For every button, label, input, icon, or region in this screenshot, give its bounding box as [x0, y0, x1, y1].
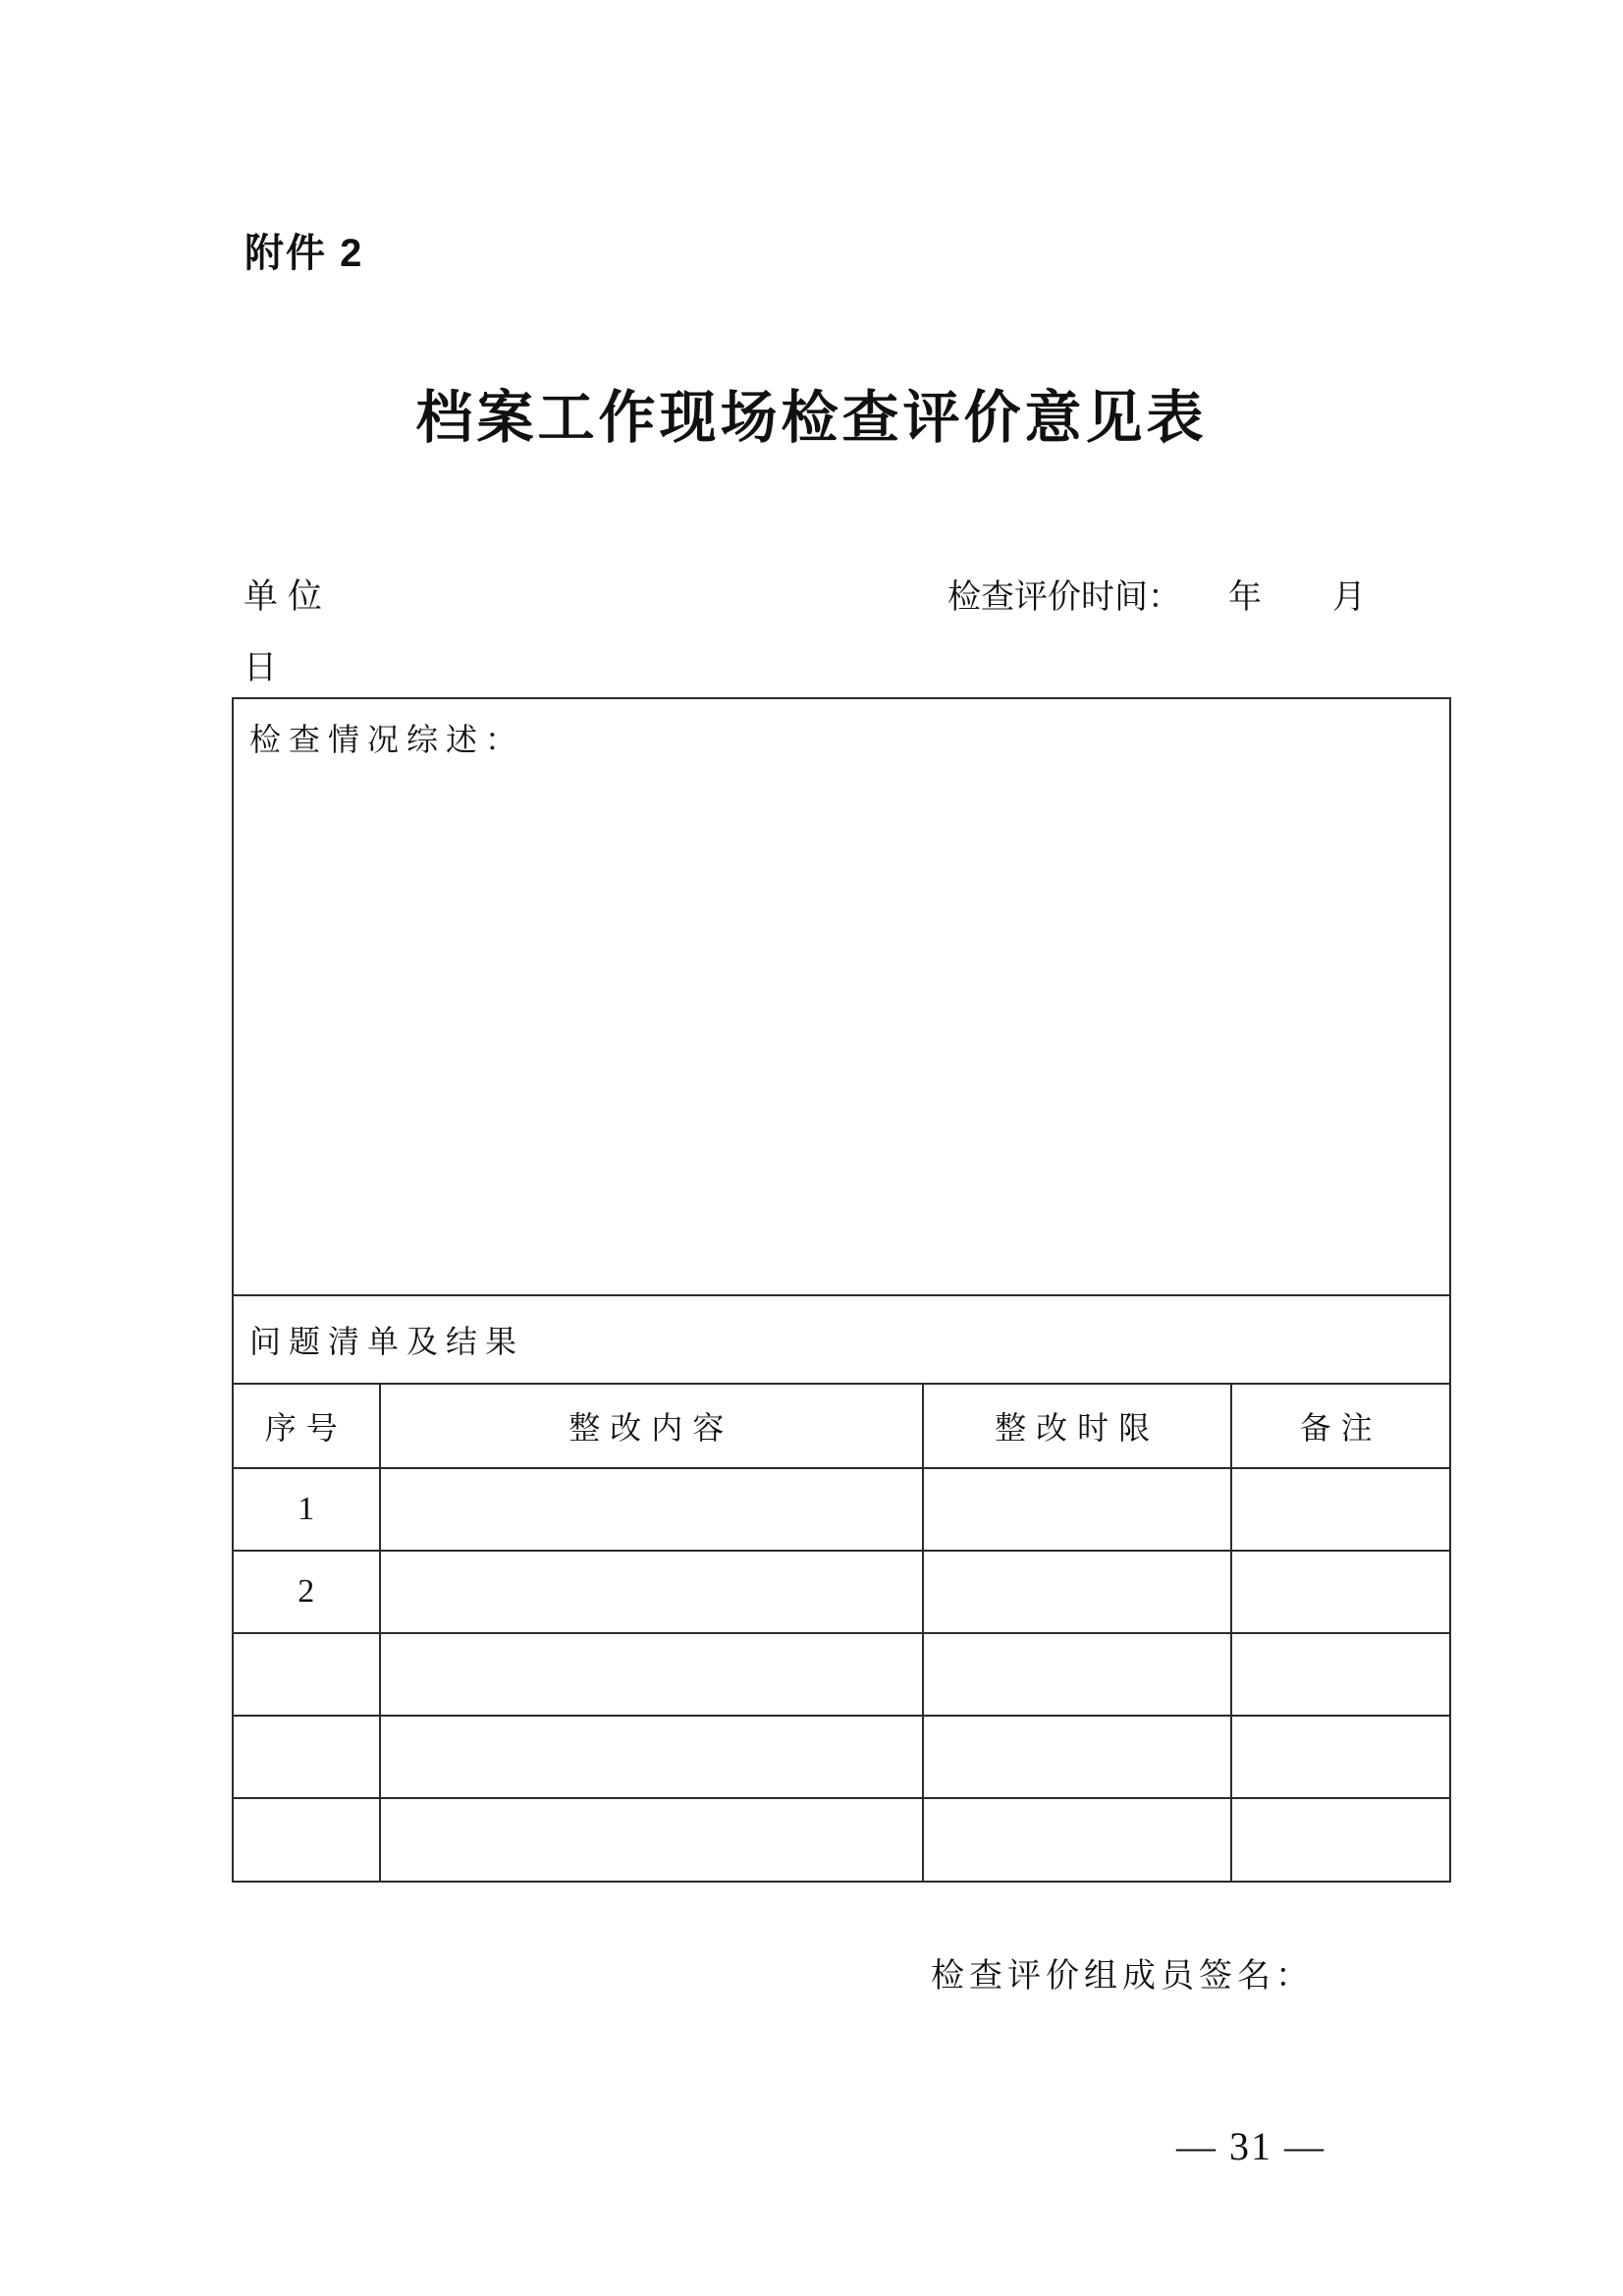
row-remark-cell	[1231, 1798, 1449, 1881]
page-number: — 31 —	[1176, 2124, 1325, 2168]
row-content-cell	[380, 1716, 923, 1798]
table-row	[234, 1798, 1449, 1881]
issues-table	[234, 1383, 1449, 1881]
issues-table-header-row	[234, 1384, 1449, 1468]
issues-section-label: 问题清单及结果	[249, 1324, 525, 1359]
table-row	[234, 1716, 1449, 1798]
row-deadline-cell	[923, 1716, 1231, 1798]
row-deadline-cell	[923, 1798, 1231, 1881]
year-label: 年	[1228, 579, 1262, 616]
row-content-cell	[380, 1551, 923, 1633]
column-header-content: 整改内容	[380, 1384, 923, 1468]
row-content-cell	[380, 1468, 923, 1551]
column-header-deadline: 整改时限	[923, 1384, 1231, 1468]
day-label: 日	[243, 650, 277, 686]
attachment-label: 附件 2	[244, 232, 364, 275]
signature-label: 检查评价组成员签名：	[931, 1958, 1314, 1995]
unit-label: 单位	[243, 577, 333, 616]
row-seq-cell	[234, 1633, 380, 1716]
column-header-seq: 序号	[234, 1384, 380, 1468]
inspection-time-label: 检查评价时间：	[947, 579, 1181, 616]
table-row	[234, 1551, 1449, 1633]
inspection-form-table	[232, 697, 1451, 1883]
row-seq-cell: 1	[234, 1468, 380, 1551]
row-remark-cell	[1231, 1633, 1449, 1716]
page-title: 档案工作现场检查评价意见表	[415, 386, 1208, 450]
summary-label: 检查情况综述：	[249, 722, 525, 757]
row-remark-cell	[1231, 1468, 1449, 1551]
row-seq-cell	[234, 1716, 380, 1798]
inspection-time-line	[947, 570, 1366, 618]
row-deadline-cell	[923, 1468, 1231, 1551]
table-row	[234, 1633, 1449, 1716]
month-label: 月	[1332, 579, 1366, 616]
summary-section	[234, 699, 1449, 1294]
row-content-cell	[380, 1798, 923, 1881]
row-deadline-cell	[923, 1633, 1231, 1716]
row-seq-cell	[234, 1798, 380, 1881]
table-row	[234, 1468, 1449, 1551]
row-content-cell	[380, 1633, 923, 1716]
row-remark-cell	[1231, 1551, 1449, 1633]
row-deadline-cell	[923, 1551, 1231, 1633]
row-seq-cell: 2	[234, 1551, 380, 1633]
row-remark-cell	[1231, 1716, 1449, 1798]
column-header-remark: 备注	[1231, 1384, 1449, 1468]
issues-section-row	[234, 1294, 1449, 1383]
